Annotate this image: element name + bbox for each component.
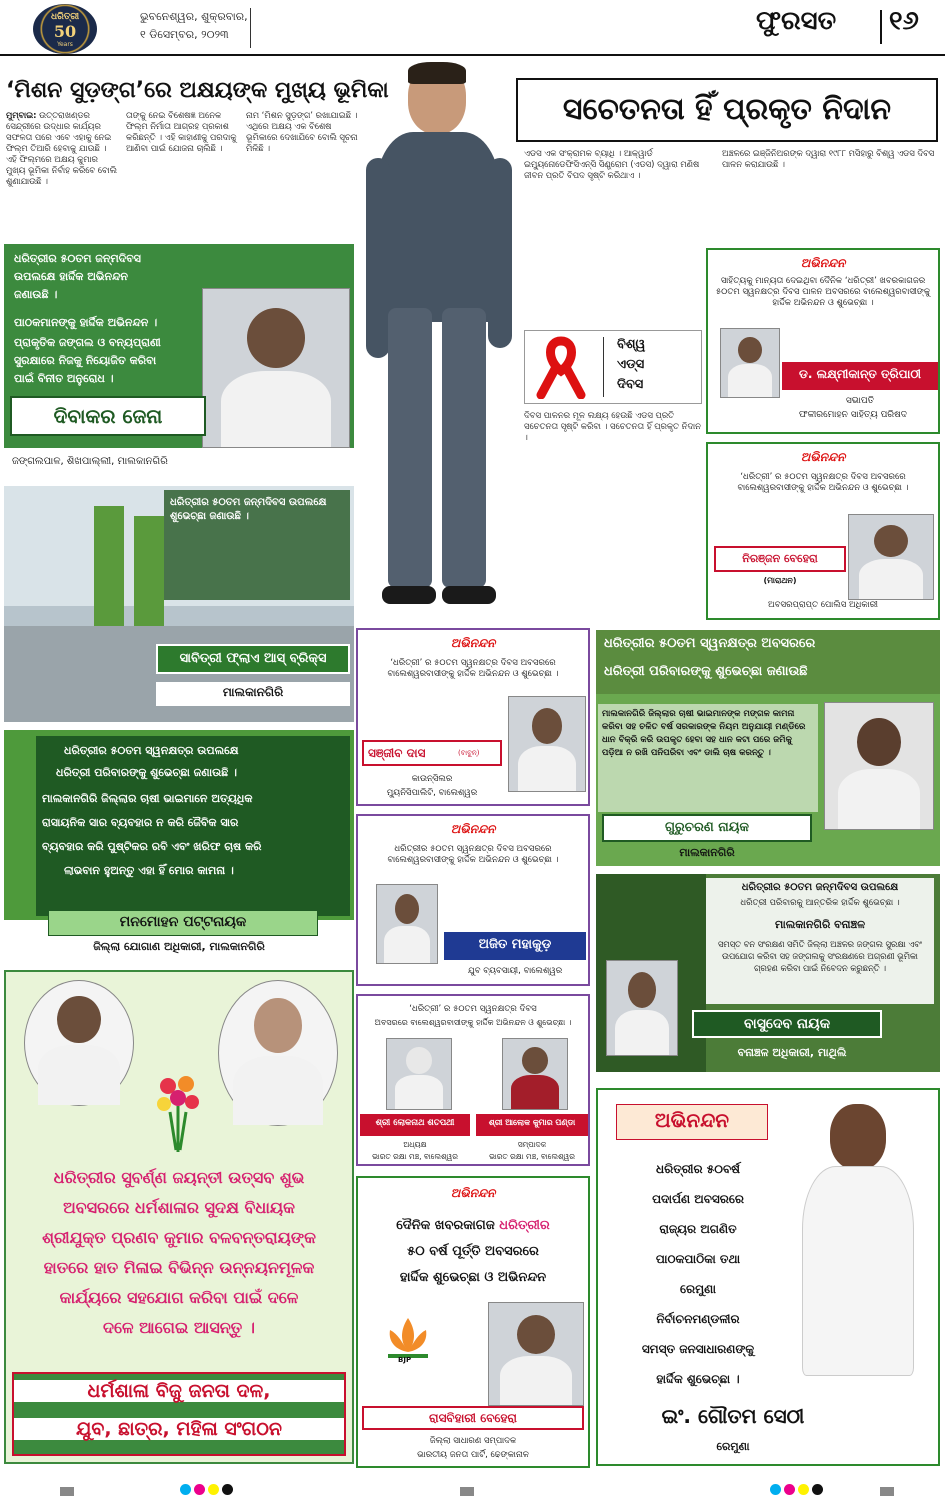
basudev-name-box (692, 1010, 882, 1038)
color-registration-marks (180, 1480, 236, 1497)
ad-ajit (356, 814, 590, 986)
rasabihari-abhinandan: ଅଭିନନ୍ଦନ (450, 1186, 496, 1200)
ad-gurucharan (596, 630, 940, 866)
bjp-tag: BJP (398, 1356, 412, 1364)
logo-text: ଧରିତ୍ରୀ (50, 12, 80, 22)
basudev-photo (606, 960, 678, 1056)
gurucharan-line1: ଧରିତ୍ରୀର ୫୦ତମ ସ୍ୱନକ୍ଷତ୍ର ଅବସରରେ (604, 636, 816, 651)
ajit-designation: ଯୁବ ବ୍ୟବସାୟୀ, ବାଲେଶ୍ୱର (467, 966, 563, 976)
story1-headline: ‘ମିଶନ ସୁଡ଼ଙ୍ଗ’ରେ ଅକ୍ଷୟଙ୍କ ମୁଖ୍ୟ ଭୂମିକା (6, 78, 389, 103)
manmohan-line3: ମାଲକାନଗିରି ଜିଲ୍ଲାର ଚାଷୀ ଭାଇମାନେ ଅତ୍ୟଧିକ (42, 792, 253, 805)
leader1-photo (24, 980, 134, 1106)
grey-marks-left (60, 1481, 74, 1497)
logo-years-label: Years (57, 41, 73, 48)
rasabihari-name-box (362, 1406, 584, 1430)
diwakar-line2: ଉପଲକ୍ଷେ ହାର୍ଦ୍ଦିକ ଅଭିନନ୍ଦନ (14, 270, 128, 283)
rasabihari-name: ରାସବିହାରୀ ବେହେରା (429, 1411, 517, 1425)
goutam-line4: ପାଠକପାଠିକା ତଥା (655, 1252, 741, 1266)
ad-sanjib (356, 628, 590, 806)
ajit-name-box (444, 932, 586, 960)
goutam-line7: ସମସ୍ତ ଜନସାଧାରଣଙ୍କୁ (641, 1342, 755, 1356)
ajit-abhinandan: ଅଭିନନ୍ଦନ (450, 822, 496, 836)
goutam-name: ଇଂ. ଗୌତମ ସେଠୀ (661, 1404, 805, 1428)
lokanath-role: ଅଧ୍ୟକ୍ଷ (403, 1140, 427, 1149)
rasabihari-designation: ଜିଲ୍ଲା ସାଧାରଣ ସମ୍ପାଦକ (429, 1436, 517, 1446)
ribbon-label-2: ଏଡ୍ସ (617, 357, 645, 372)
ad-niranjan (706, 442, 940, 620)
ad-laxmikanta (706, 248, 940, 434)
ribbon-label-3: ଦିବସ (617, 377, 644, 392)
niranjan-nickname: (ମାରାଥନ) (763, 576, 797, 585)
diwakar-name-box (10, 396, 206, 436)
dharmashala-line4: ହାତରେ ହାତ ମିଳାଇ ବିଭିନ୍ନ ଉନ୍ନୟନମୂଳକ (43, 1258, 315, 1277)
dharmashala-line5: କାର୍ଯ୍ୟରେ ସହଯୋଗ କରିବା ପାଇଁ ଦଳେ (59, 1288, 299, 1307)
diwakar-line3: ଜଣାଉଛି । (14, 288, 58, 301)
laxmikanta-text: ସାହିତ୍ୟକୁ ମାନ୍ୟତା ଦେଇଥିବା ଦୈନିକ ‘ଧରିତ୍ରୀ’ ଖବରକାଗଜର ୫୦ତମ ସ୍ୱନକ୍ଷତ୍ର ଦିବସ ପାଳନ ଅବସରରେ ବାଲେଶ୍ୱରବାସୀଙ୍କୁ ହାର୍ଦ୍ଦିକ ଅଭିନନ୍ଦନ ଓ ଶୁଭେଚ୍ଛା । (715, 276, 931, 308)
basudev-text-box (706, 878, 934, 1004)
sanjib-designation: କାଉନ୍ସିଲର (411, 774, 453, 784)
goutam-place: ରେମୁଣା (716, 1440, 750, 1453)
rasabihari-line1b: ଧରିତ୍ରୀର (499, 1218, 550, 1233)
dharmashala-line1: ଧରିତ୍ରୀର ସୁବର୍ଣ୍ଣ ଜୟନ୍ତୀ ଉତ୍ସବ ଶୁଭ (53, 1168, 305, 1187)
niranjan-abhinandan: ଅଭିନନ୍ଦନ (800, 450, 846, 464)
rasabihari-line1a: ଦୈନିକ ଖବରକାଗଜ (396, 1218, 495, 1233)
goutam-name-box (618, 1402, 848, 1434)
alok-org: ଭାରତ ରକ୍ଷା ମଞ୍ଚ, ବାଲେଶ୍ୱର (489, 1152, 575, 1161)
masthead-rule (0, 54, 945, 56)
diwakar-address: ଜଙ୍ଗଲପାଳ, ଶିଖପାଲ୍ଲୀ, ମାଲକାନଗିରି (12, 456, 168, 467)
alok-role: ସମ୍ପାଦକ (517, 1140, 547, 1149)
manmohan-line2: ଧରିତ୍ରୀ ପରିବାରଙ୍କୁ ଶୁଭେଚ୍ଛା ଜଣାଉଛି । (56, 766, 237, 779)
sanjib-org: ମ୍ୟୁନିସିପାଲିଟି, ବାଲେଶ୍ୱର (386, 788, 478, 798)
savitri-place: ମାଲକାନଗିରି (222, 685, 284, 699)
savitri-text-box (164, 490, 350, 600)
ad-savitri (4, 486, 354, 722)
lokanath-name: ଶ୍ରୀ ଲୋକନାଥ ଶତପଥୀ (375, 1118, 455, 1128)
red-ribbon-icon (533, 335, 589, 399)
footer-marks (0, 1476, 945, 1497)
lokanath-text2: ଅବସରରେ ବାଲେଶ୍ୱରବାସୀଙ୍କୁ ହାର୍ଦ୍ଦିକ ଅଭିନନ୍ଦନ ଓ ଶୁଭେଚ୍ଛା । (374, 1018, 572, 1027)
flower-bouquet-icon (156, 1072, 200, 1156)
section-name: ଫୁରସତ (756, 6, 837, 36)
basudev-name: ବାସୁଦେବ ନାୟକ (743, 1016, 831, 1032)
gurucharan-text-box (598, 704, 818, 812)
story1-col1: ଉତ୍ତରାଖଣ୍ଡର ସେନ୍ଦ୍ରୀରେ ଉଦ୍ଧାର କାର୍ଯ୍ୟର ସଫଳତା ପରେ ଏବେ ଏହାକୁ ନେଇ ଫିଲ୍ମ ତିଆରି ହେବାକୁ ଯାଉଛି । ଏହି ଫିଲ୍ମରେ ଅକ୍ଷୟ କୁମାର ମୁଖ୍ୟ ଭୂମିକା ନିର୍ବାହ କରିବେ ବୋଲି ଶୁଣାଯାଉଛି । (6, 110, 117, 186)
laxmikanta-photo (720, 328, 780, 398)
diwakar-photo (202, 288, 350, 448)
niranjan-name-box (714, 546, 846, 572)
manmohan-designation: ଜିଲ୍ଲା ଯୋଗାଣ ଅଧିକାରୀ, ମାଲକାନଗିରି (93, 940, 265, 953)
gurucharan-name-box (602, 814, 812, 842)
rasabihari-line1 (358, 1218, 588, 1233)
grey-marks-right (880, 1481, 894, 1497)
color-registration-marks-right (770, 1480, 826, 1497)
page-number-divider (880, 10, 882, 44)
goutam-abhinandan: ଅଭିନନ୍ଦନ (654, 1108, 730, 1132)
manmohan-line6: ଲାଭବାନ ହୁଅନ୍ତୁ ଏହା ହିଁ ମୋର କାମନା । (64, 864, 234, 877)
alok-name: ଶ୍ରୀ ଆଲୋକ କୁମାର ପଣ୍ଡା (488, 1118, 576, 1127)
dharmashala-footer (12, 1372, 346, 1456)
dharmashala-line3: ଶ୍ରୀଯୁକ୍ତ ପ୍ରଣବ କୁମାର ବଳବନ୍ତରାୟଙ୍କ (42, 1228, 316, 1247)
niranjan-photo (848, 514, 934, 600)
ad-dharmashala (4, 970, 354, 1464)
grey-marks-mid (460, 1481, 474, 1497)
laxmikanta-designation: ସଭାପତି (845, 396, 875, 406)
ad-rasabihari (356, 1176, 590, 1468)
story2-intro-left: ଏଡସ ଏକ ସଂକ୍ରାମକ ବ୍ୟାଧି । ଆକ୍ୱାର୍ଡ ଇମ୍ୟୁନୋଡେଫିସିଏନ୍ସି ସିଣ୍ଡ୍ରୋମ (ଏଡସ) ଦ୍ୱାରା ମଣିଷ ଜୀବନ ପ୍ରତି ବିପଦ ସୃଷ୍ଟି କରିଥାଏ । (524, 148, 700, 180)
savitri-text: ଧରିତ୍ରୀର ୫୦ତମ ଜନ୍ମଦିବସ ଉପଲକ୍ଷେ ଶୁଭେଚ୍ଛା ଜଣାଉଛି । (170, 497, 327, 522)
ad-diwakar (4, 244, 354, 478)
goutam-line8: ହାର୍ଦ୍ଦିକ ଶୁଭେଚ୍ଛା । (656, 1372, 740, 1386)
dharmashala-line6: ଦଳେ ଆଗେଇ ଆସନ୍ତୁ । (103, 1318, 255, 1337)
rasabihari-photo (488, 1302, 584, 1406)
goutam-line3: ରାଜ୍ୟର ଅଗଣିତ (659, 1222, 737, 1236)
story2-intro-right: ଅଞ୍ଚଳରେ ଇଞ୍ଜିନିଅରଙ୍କ ଦ୍ୱାରା ୧୯୮୮ ମସିହାରୁ ବିଶ୍ୱ ଏଡସ ଦିବସ ପାଳନ କରାଯାଉଛି । (722, 148, 935, 169)
manmohan-line4: ରାସାୟନିକ ସାର ବ୍ୟବହାର ନ କରି ଜୈବିକ ସାର (42, 816, 239, 829)
laxmikanta-name-box (782, 362, 938, 390)
place-date-line2: ୧ ଡିସେମ୍ବର, ୨୦୨୩ (140, 28, 229, 41)
rasabihari-line2: ୫୦ ବର୍ଷ ପୂର୍ତ୍ତି ଅବସରରେ (407, 1244, 539, 1259)
goutam-line5: ରେମୁଣା (680, 1282, 716, 1296)
laxmikanta-org: ଫକୀରମୋହନ ସାହିତ୍ୟ ପରିଷଦ (799, 410, 907, 420)
savitri-name: ସାବିତ୍ରୀ ଫ୍ଲାଏ ଆସ୍ ବ୍ରିକ୍ସ (179, 651, 327, 666)
niranjan-name: ନିରଞ୍ଜନ ବେହେରା (742, 552, 818, 565)
gurucharan-photo (824, 702, 934, 830)
gurucharan-place: ମାଲକାନଗିରି (679, 846, 735, 859)
ribbon-label-1: ବିଶ୍ୱ (617, 337, 646, 352)
diwakar-name: ଦିବାକର ଜେନା (53, 404, 163, 428)
basudev-text: ସମସ୍ତ ବନ ସଂରକ୍ଷଣ ସମିତି ଜିଲ୍ଲା ଅଞ୍ଚଳର ଜଙ୍ଗଲ ସୁରକ୍ଷା ଏବଂ ଉପଯୋଗ କରିବା ସହ ଜଙ୍ଗଲକୁ ସଂରକ୍ଷଣରେ ଅଗ୍ରଣୀ ଭୂମିକା ଗ୍ରହଣ କରିବା ପାଇଁ ନିବେଦନ କରୁଛନ୍ତି । (717, 939, 922, 973)
lokanath-photo (386, 1038, 452, 1110)
page-number: ୧୬ (889, 6, 919, 36)
ajit-name: ଅଜିତ ମହାକୁଡ଼ (478, 937, 552, 952)
basudev-line3: ମାଲକାନଗିରି ବନାଞ୍ଚଳ (774, 918, 866, 931)
diwakar-line5: ପ୍ରାକୃତିକ ଜଙ୍ଗଲ ଓ ବନ୍ୟପ୍ରାଣୀ (14, 336, 161, 349)
laxmikanta-abhinandan: ଅଭିନନ୍ଦନ (800, 256, 846, 270)
lokanath-name-box (360, 1114, 470, 1136)
goutam-line1: ଧରିତ୍ରୀର ୫୦ବର୍ଷ (656, 1162, 740, 1176)
alok-name-box (476, 1114, 588, 1136)
basudev-line2: ଧରିତ୍ରୀ ପରିବାରକୁ ଆନ୍ତରିକ ହାର୍ଦ୍ଦିକ ଶୁଭେଚ୍ଛା । (740, 898, 900, 908)
sanjib-text: ‘ଧରିତ୍ରୀ’ ର ୫୦ତମ ସ୍ୱନକ୍ଷତ୍ର ଦିବସ ଅବସରରେ ବାଲେଶ୍ୱରବାସୀଙ୍କୁ ହାର୍ଦ୍ଦିକ ଅଭିନନ୍ଦନ ଓ ଶୁଭେଚ୍ଛା । (387, 658, 559, 679)
alok-photo (502, 1038, 568, 1110)
ad-goutam (596, 1088, 940, 1466)
goutam-line2: ପଦାର୍ପଣ ଅବସରରେ (652, 1192, 744, 1206)
story2-headline-box (516, 78, 938, 142)
laxmikanta-name: ଡ. ଲକ୍ଷ୍ମୀକାନ୍ତ ତ୍ରିପାଠୀ (799, 367, 921, 381)
diwakar-line6: ସୁରକ୍ଷାରେ ନିଜକୁ ନିୟୋଜିତ କରିବା (14, 354, 157, 367)
bjp-lotus-icon (378, 1312, 438, 1368)
logo (33, 4, 97, 54)
basudev-line1: ଧରିତ୍ରୀର ୫୦ତମ ଜନ୍ମଦିବସ ଉପଲକ୍ଷେ (741, 882, 899, 893)
gurucharan-text: ମାଲକାନଗିରି ଜିଲ୍ଲାର ଚାଷୀ ଭାଇମାନଙ୍କ ମଙ୍ଗଳ କାମନା କରିବା ସହ ଚଳିତ ବର୍ଷ ସରକାରଙ୍କ ନିୟମ ଅନୁଯାୟୀ ମଣ୍ଡିରେ ଧାନ ବିକ୍ରି କରି ଉପକୃତ ହେବା ସହ ଧାନ କଟା ପରେ ଜମିକୁ ପଡ଼ିଆ ନ ରଖି ପନିପରିବା ଏବଂ ଡାଲି ଚାଷ କରନ୍ତୁ । (602, 709, 806, 758)
lokanath-org: ଭାରତ ରକ୍ଷା ମଞ୍ଚ, ବାଲେଶ୍ୱର (372, 1152, 458, 1161)
niranjan-designation: ଅବସରପ୍ରାପ୍ତ ପୋଲିସ ଅଧିକାରୀ (768, 600, 878, 610)
manmohan-name: ମନମୋହନ ପଟ୍ଟନାୟକ (119, 914, 247, 930)
story2-headline: ସଚେତନତା ହିଁ ପ୍ରକୃତ ନିଦାନ (562, 92, 892, 127)
diwakar-line7: ପାଇଁ ବିନୀତ ଅନୁରୋଧ । (14, 372, 114, 385)
diwakar-line4: ପାଠକମାନଙ୍କୁ ହାର୍ଦ୍ଦିକ ଅଭିନନ୍ଦନ । (14, 316, 158, 329)
lokanath-text1: ‘ଧରିତ୍ରୀ’ ର ୫୦ତମ ସ୍ୱନକ୍ଷତ୍ର ଦିବସ (409, 1004, 537, 1014)
savitri-name-box (156, 644, 350, 674)
goutam-photo (782, 1096, 936, 1406)
ad-manmohan (4, 730, 354, 962)
sanjib-name-box (362, 740, 502, 766)
masthead (0, 0, 945, 58)
leader2-photo (218, 980, 338, 1126)
logo-years: 50 (53, 22, 77, 41)
ad-basudev (596, 874, 940, 1072)
rasabihari-line3: ହାର୍ଦ୍ଦିକ ଶୁଭେଚ୍ଛା ଓ ଅଭିନନ୍ଦନ (399, 1270, 547, 1285)
aids-ribbon-box (524, 330, 702, 404)
story1-col2: ତାଙ୍କୁ ନେଇ ବିଶେଷଜ୍ଞ ଅନେକ ଫିଲ୍ମ ନିର୍ମାତା ଆଗ୍ରହ ପ୍ରକାଶ କରିଛନ୍ତି । ଏହି କାହାଣୀକୁ ପରଦାକୁ ଆଣିବା ପାଇଁ ଯୋଜନା ଚାଲିଛି । (126, 110, 237, 153)
story1-lead: ମୁମ୍ବାଇ: (6, 110, 37, 120)
story1-body (6, 110, 358, 236)
akshay-photo (360, 58, 520, 618)
dharmashala-line2: ଅବସରରେ ଧର୍ମଶାଳାର ସୁଦକ୍ଷ ବିଧାୟକ (63, 1198, 295, 1217)
manmohan-line5: ବ୍ୟବହାର କରି ପୁଷ୍ଟିକର ରବି ଏବଂ ଖରିଫ ଚାଷ କରି (42, 840, 262, 853)
place-date-line1: ଭୁବନେଶ୍ୱର, ଶୁକ୍ରବାର, (140, 10, 248, 23)
diwakar-line1: ଧରିତ୍ରୀର ୫୦ତମ ଜନ୍ମଦିବସ (14, 252, 141, 265)
goutam-line6: ନିର୍ବାଚନମଣ୍ଡଳୀର (656, 1312, 740, 1326)
ad-lokanath (356, 994, 590, 1166)
dharmashala-footer2: ଯୁବ, ଛାତ୍ର, ମହିଳା ସଂଗଠନ (14, 1418, 344, 1440)
sanjib-name: ସଞ୍ଜୀବ ଦାସ (368, 746, 426, 760)
niranjan-text: ‘ଧରିତ୍ରୀ’ ର ୫୦ତମ ସ୍ୱନକ୍ଷତ୍ର ଦିବସ ଅବସରରେ ବାଲେଶ୍ୱରବାସୀଙ୍କୁ ହାର୍ଦ୍ଦିକ ଅଭିନନ୍ଦନ ଓ ଶୁଭେଚ୍ଛା । (737, 472, 909, 493)
sanjib-photo (508, 696, 586, 792)
sanjib-abhinandan: ଅଭିନନ୍ଦନ (450, 636, 496, 650)
gurucharan-name: ଗୁରୁଚରଣ ନାୟକ (664, 820, 750, 835)
story2-body: ଦିବସ ପାଳନର ମୂଳ ଲକ୍ଷ୍ୟ ହେଉଛି ଏଡସ ପ୍ରତି ସଚେତନତା ସୃଷ୍ଟି କରିବା । ସଚେତନତା ହିଁ ପ୍ରକୃତ ନିଦାନ । (524, 410, 701, 442)
dharmashala-footer1: ଧର୍ମଶାଳା ବିଜୁ ଜନତା ଦଳ, (14, 1380, 344, 1402)
rasabihari-org: ଭାରତୀୟ ଜନତା ପାର୍ଟି, ଢେଙ୍କାନାଳ (417, 1450, 529, 1460)
story1-col3: ନାମ ‘ମିଶନ ସୁଡ଼ଙ୍ଗ’ ରଖାଯାଇଛି । ଏଥିରେ ଅକ୍ଷୟ ଏକ ବିଶେଷ ଭୂମିକାରେ ଦେଖାଯିବେ ବୋଲି ସୂଚନା ମିଳିଛି । (246, 110, 358, 153)
sanjib-nickname: (ବାବୁନ୍) (458, 749, 480, 757)
manmohan-name-box (48, 910, 318, 936)
basudev-designation: ବନାଞ୍ଚଳ ଅଧିକାରୀ, ମାଥିଲି (737, 1046, 847, 1059)
masthead-divider (250, 8, 251, 48)
ajit-photo (376, 884, 438, 964)
ajit-text: ଧରିତ୍ରୀର ୫୦ତମ ସ୍ୱନକ୍ଷତ୍ର ଦିବସ ଅବସରରେ ବାଲେଶ୍ୱରବାସୀଙ୍କୁ ହାର୍ଦ୍ଦିକ ଅଭିନନ୍ଦନ ଓ ଶୁଭେଚ୍ଛା । (387, 844, 559, 865)
manmohan-line1: ଧରିତ୍ରୀର ୫୦ତମ ସ୍ୱନକ୍ଷତ୍ର ଉପଲକ୍ଷେ (64, 744, 239, 757)
gurucharan-line2: ଧରିତ୍ରୀ ପରିବାରଙ୍କୁ ଶୁଭେଚ୍ଛା ଜଣାଉଛି (604, 664, 808, 679)
